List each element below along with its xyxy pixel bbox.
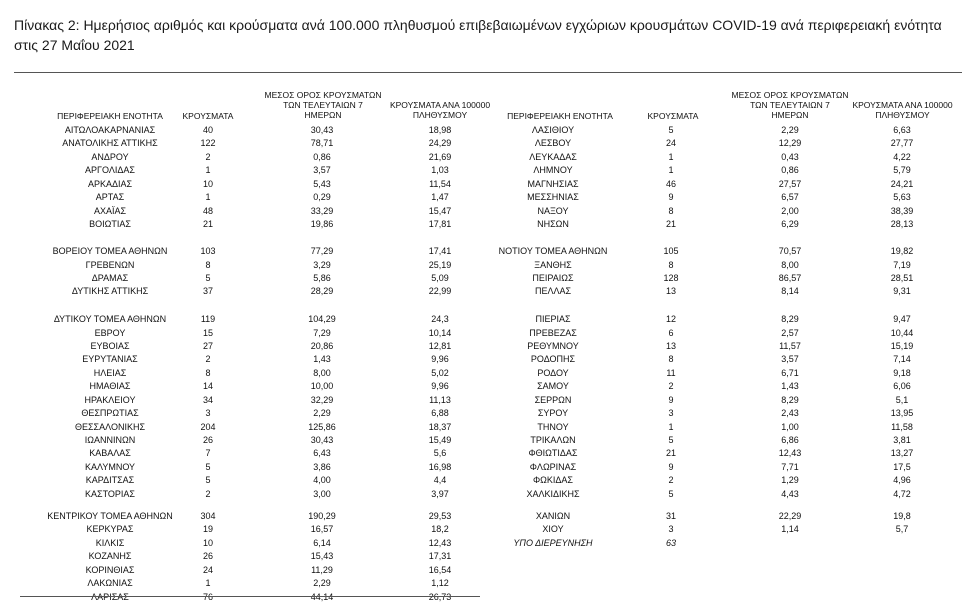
table-row: [0, 191, 976, 204]
header-avg-right: ΜΕΣΟΣ ΟΡΟΣ ΚΡΟΥΣΜΑΤΩΝ ΤΩΝ ΤΕΛΕΥΤΑΙΩΝ 7 ΗΜΕΡΩΝ: [731, 90, 849, 120]
cell-rate: 3,97: [431, 489, 449, 499]
table-row: [0, 272, 976, 285]
cell-avg: 2,29: [313, 578, 331, 588]
cell-avg: 2,43: [781, 408, 799, 418]
cell-cases: 2: [205, 152, 211, 162]
cell-name: ΑΝΑΤΟΛΙΚΗΣ ΑΤΤΙΚΗΣ: [62, 138, 158, 148]
cell-cases: 128: [663, 273, 679, 283]
cell-name: ΕΒΡΟΥ: [94, 328, 126, 338]
table-row: [0, 550, 976, 563]
cell-cases: 24: [665, 138, 676, 148]
cell-avg: 44,14: [310, 592, 334, 602]
cell-rate: 3,81: [893, 435, 911, 445]
cell-cases: 2: [668, 381, 674, 391]
cell-rate: 25,19: [428, 260, 452, 270]
cell-avg: 3,57: [313, 165, 331, 175]
cell-rate: 19,8: [893, 511, 911, 521]
cell-rate: 15,47: [428, 206, 452, 216]
cell-avg: 1,43: [781, 381, 799, 391]
table-row: [0, 474, 976, 487]
table-row: [0, 523, 976, 536]
cell-cases: 24: [202, 565, 213, 575]
cell-cases: 76: [202, 592, 213, 602]
cell-rate: 38,39: [890, 206, 914, 216]
cell-cases: 9: [668, 395, 674, 405]
table-row: [0, 205, 976, 218]
cell-rate: 16,54: [428, 565, 452, 575]
cell-avg: 8,00: [313, 368, 331, 378]
cell-rate: 9,31: [893, 286, 911, 296]
cell-rate: 11,58: [891, 422, 913, 432]
cell-avg: 3,86: [313, 462, 331, 472]
cell-name: ΡΟΔΟΠΗΣ: [530, 354, 576, 364]
table-row: [0, 313, 976, 326]
cell-name: ΚΟΖΑΝΗΣ: [88, 551, 132, 561]
cell-cases: 5: [205, 273, 211, 283]
table-row: [0, 218, 976, 231]
cell-cases: 5: [205, 475, 211, 485]
cell-cases: 26: [202, 551, 213, 561]
cell-cases: 1: [668, 152, 674, 162]
cell-cases: 10: [202, 179, 213, 189]
cell-rate: 21,69: [428, 152, 452, 162]
cell-cases: 8: [668, 260, 674, 270]
cell-cases: 5: [205, 462, 211, 472]
cell-avg: 77,29: [310, 246, 334, 256]
cell-avg: 0,43: [781, 152, 799, 162]
table-row: [0, 245, 976, 258]
cell-rate: 24,29: [428, 138, 452, 148]
cell-cases: 27: [202, 341, 213, 351]
cell-name: ΕΥΡΥΤΑΝΙΑΣ: [82, 354, 138, 364]
cell-rate: 1,47: [431, 192, 449, 202]
cell-name: ΜΑΓΝΗΣΙΑΣ: [527, 179, 579, 189]
cell-rate: 1,12: [431, 578, 449, 588]
cell-avg: 6,43: [313, 448, 331, 458]
cell-avg: 1,43: [313, 354, 331, 364]
cell-rate: 9,18: [893, 368, 911, 378]
cell-rate: 5,79: [893, 165, 911, 175]
table-row: [0, 340, 976, 353]
table-row: [0, 285, 976, 298]
cell-rate: 4,4: [433, 475, 447, 485]
cell-cases: 122: [200, 138, 216, 148]
cell-cases: 31: [665, 511, 676, 521]
cell-avg: 33,29: [310, 206, 334, 216]
cell-cases: 1: [205, 192, 211, 202]
cell-cases: 5: [668, 435, 674, 445]
cell-cases: 37: [202, 286, 213, 296]
cell-rate: 18,2: [431, 524, 449, 534]
cell-avg: 12,43: [778, 448, 802, 458]
cell-rate: 5,09: [431, 273, 449, 283]
cell-cases: 21: [202, 219, 213, 229]
cell-rate: 5,1: [895, 395, 909, 405]
table-row: [0, 421, 976, 434]
cell-name: ΚΑΡΔΙΤΣΑΣ: [85, 475, 135, 485]
cell-name: ΣΕΡΡΩΝ: [534, 395, 572, 405]
cell-name: ΑΡΤΑΣ: [95, 192, 125, 202]
cell-cases: 105: [663, 246, 679, 256]
cell-avg: 30,43: [310, 125, 334, 135]
cell-rate: 16,98: [428, 462, 452, 472]
cell-rate: 11,54: [429, 179, 451, 189]
cell-avg: 70,57: [778, 246, 802, 256]
cell-cases: 40: [202, 125, 213, 135]
cell-name: ΞΑΝΘΗΣ: [534, 260, 572, 270]
cell-name: ΧΙΟΥ: [542, 524, 564, 534]
cell-name: ΔΥΤΙΚΟΥ ΤΟΜΕΑ ΑΘΗΝΩΝ: [53, 314, 167, 324]
cell-cases: 8: [205, 368, 211, 378]
cell-name: ΔΡΑΜΑΣ: [91, 273, 129, 283]
cell-rate: 6,88: [431, 408, 449, 418]
cell-name: ΦΛΩΡΙΝΑΣ: [529, 462, 577, 472]
cell-name: ΝΑΞΟΥ: [537, 206, 569, 216]
cell-avg: 27,57: [778, 179, 802, 189]
cell-rate: 5,7: [895, 524, 909, 534]
cell-name: ΘΕΣΣΑΛΟΝΙΚΗΣ: [74, 422, 146, 432]
table-row: [0, 259, 976, 272]
cell-avg: 0,86: [313, 152, 331, 162]
cell-avg: 1,00: [781, 422, 799, 432]
cell-rate: 1,03: [431, 165, 449, 175]
cell-rate: 13,27: [890, 448, 914, 458]
cell-rate: 4,96: [893, 475, 911, 485]
cell-avg: 104,29: [308, 314, 336, 324]
table-row: [0, 447, 976, 460]
cell-cases: 8: [668, 354, 674, 364]
title-divider: [14, 72, 962, 73]
cell-name: ΕΥΒΟΙΑΣ: [90, 341, 130, 351]
table-row: [0, 137, 976, 150]
cell-avg: 6,86: [781, 435, 799, 445]
cell-cases: 5: [668, 489, 674, 499]
cell-avg: 15,43: [310, 551, 334, 561]
cell-avg: 8,00: [781, 260, 799, 270]
cell-cases: 304: [200, 511, 216, 521]
cell-avg: 11,57: [779, 341, 801, 351]
cell-cases: 1: [668, 422, 674, 432]
cell-rate: 22,99: [428, 286, 452, 296]
cell-rate: 26,73: [428, 592, 452, 602]
cell-name: ΡΟΔΟΥ: [537, 368, 569, 378]
cell-avg: 22,29: [778, 511, 802, 521]
table-row: [0, 591, 976, 604]
table-title: Πίνακας 2: Ημερήσιος αριθμός και κρούσματα ανά 100.000 πληθυσμού επιβεβαιωμένων εγχώριων κρουσμάτων COVID-19 ανά περιφερειακή ενότητα στις 27 Μαΐου 2021: [14, 17, 942, 53]
cell-cases: 46: [665, 179, 676, 189]
table-row: [0, 327, 976, 340]
cell-cases: 1: [668, 165, 674, 175]
cell-cases: 204: [200, 422, 216, 432]
cell-cases: 11: [666, 368, 676, 378]
cell-name: ΓΡΕΒΕΝΩΝ: [85, 260, 135, 270]
cell-name: ΠΕΛΛΑΣ: [534, 286, 572, 296]
cell-avg: 6,14: [313, 538, 331, 548]
cell-name: ΚΙΛΚΙΣ: [95, 538, 125, 548]
cell-rate: 28,13: [890, 219, 914, 229]
cell-name: ΣΥΡΟΥ: [537, 408, 569, 418]
cell-avg: 7,29: [313, 328, 331, 338]
cell-name: ΘΕΣΠΡΩΤΙΑΣ: [81, 408, 139, 418]
table-row: [0, 124, 976, 137]
cell-cases: 19: [202, 524, 213, 534]
cell-avg: 16,57: [310, 524, 334, 534]
cell-rate: 6,06: [893, 381, 911, 391]
cell-rate: 24,3: [431, 314, 449, 324]
cell-cases: 12: [665, 314, 676, 324]
cell-cases: 9: [668, 192, 674, 202]
cell-avg: 6,71: [781, 368, 799, 378]
cell-rate: 27,77: [890, 138, 914, 148]
header-rate-left: ΚΡΟΥΣΜΑΤΑ ΑΝΑ 100000 ΠΛΗΘΥΣΜΟΥ: [389, 100, 491, 120]
cell-name: ΗΛΕΙΑΣ: [93, 368, 127, 378]
header-name-right: ΠΕΡΙΦΕΡΕΙΑΚΗ ΕΝΟΤΗΤΑ: [507, 111, 613, 121]
cell-avg: 3,29: [313, 260, 331, 270]
cell-name: ΝΗΣΩΝ: [537, 219, 569, 229]
cell-avg: 190,29: [308, 511, 336, 521]
cell-rate: 29,53: [428, 511, 452, 521]
cell-name: ΛΗΜΝΟΥ: [533, 165, 573, 175]
cell-cases: 14: [202, 381, 213, 391]
cell-name: ΥΠΟ ΔΙΕΡΕΥΝΗΣΗ: [513, 538, 593, 548]
cell-avg: 5,43: [313, 179, 331, 189]
cell-name: ΠΙΕΡΙΑΣ: [535, 314, 571, 324]
table-row: [0, 537, 976, 550]
cell-rate: 11,13: [429, 395, 451, 405]
table-row: [0, 461, 976, 474]
cell-rate: 9,47: [893, 314, 911, 324]
cell-cases: 8: [205, 260, 211, 270]
cell-avg: 10,00: [310, 381, 334, 391]
header-cases-right: ΚΡΟΥΣΜΑΤΑ: [647, 111, 699, 121]
cell-name: ΛΕΥΚΑΔΑΣ: [529, 152, 577, 162]
cell-name: ΚΟΡΙΝΘΙΑΣ: [85, 565, 135, 575]
cell-rate: 13,95: [890, 408, 914, 418]
cell-name: ΤΗΝΟΥ: [537, 422, 569, 432]
table-row: [0, 510, 976, 523]
cell-avg: 0,86: [781, 165, 799, 175]
cell-avg: 8,29: [781, 314, 799, 324]
cell-cases: 2: [205, 489, 211, 499]
cell-avg: 30,43: [310, 435, 334, 445]
cell-cases: 103: [200, 246, 216, 256]
cell-cases: 63: [665, 538, 676, 548]
cell-name: ΛΑΚΩΝΙΑΣ: [87, 578, 133, 588]
cell-rate: 4,72: [893, 489, 911, 499]
cell-rate: 7,14: [893, 354, 911, 364]
table-row: [0, 164, 976, 177]
cell-rate: 5,63: [893, 192, 911, 202]
header-name-left: ΠΕΡΙΦΕΡΕΙΑΚΗ ΕΝΟΤΗΤΑ: [57, 111, 163, 121]
cell-name: ΚΑΣΤΟΡΙΑΣ: [85, 489, 135, 499]
cell-cases: 1: [205, 578, 211, 588]
table-row: [0, 488, 976, 501]
cell-avg: 4,00: [313, 475, 331, 485]
cell-rate: 17,5: [893, 462, 911, 472]
cell-cases: 119: [200, 314, 216, 324]
cell-cases: 3: [668, 524, 674, 534]
cell-avg: 12,29: [778, 138, 802, 148]
cell-rate: 6,63: [893, 125, 911, 135]
header-cases-left: ΚΡΟΥΣΜΑΤΑ: [182, 111, 234, 121]
cell-name: ΒΟΡΕΙΟΥ ΤΟΜΕΑ ΑΘΗΝΩΝ: [52, 246, 168, 256]
cell-rate: 12,43: [428, 538, 452, 548]
cell-name: ΚΑΒΑΛΑΣ: [89, 448, 131, 458]
cell-avg: 3,57: [781, 354, 799, 364]
cell-name: ΛΕΣΒΟΥ: [534, 138, 572, 148]
header-avg-left: ΜΕΣΟΣ ΟΡΟΣ ΚΡΟΥΣΜΑΤΩΝ ΤΩΝ ΤΕΛΕΥΤΑΙΩΝ 7 ΗΜΕΡΩΝ: [264, 90, 382, 120]
table-row: [0, 151, 976, 164]
table-row: [0, 577, 976, 590]
cell-name: ΤΡΙΚΑΛΩΝ: [530, 435, 576, 445]
cell-name: ΛΑΡΙΣΑΣ: [91, 592, 129, 602]
cell-avg: 1,14: [781, 524, 799, 534]
cell-rate: 17,81: [428, 219, 452, 229]
cell-avg: 28,29: [310, 286, 334, 296]
cell-cases: 7: [205, 448, 211, 458]
cell-cases: 5: [668, 125, 674, 135]
cell-rate: 7,19: [893, 260, 911, 270]
header-rate-right: ΚΡΟΥΣΜΑΤΑ ΑΝΑ 100000 ΠΛΗΘΥΣΜΟΥ: [852, 100, 953, 120]
table-row: [0, 394, 976, 407]
cell-rate: 18,37: [428, 422, 452, 432]
cell-rate: 10,44: [890, 328, 914, 338]
cell-rate: 9,96: [431, 354, 449, 364]
cell-avg: 2,29: [781, 125, 799, 135]
cell-cases: 3: [205, 408, 211, 418]
cell-cases: 34: [202, 395, 213, 405]
cell-avg: 1,29: [781, 475, 799, 485]
table-row: [0, 434, 976, 447]
cell-rate: 28,51: [890, 273, 914, 283]
cell-avg: 2,57: [781, 328, 799, 338]
cell-avg: 2,29: [313, 408, 331, 418]
cell-name: ΝΟΤΙΟΥ ΤΟΜΕΑ ΑΘΗΝΩΝ: [498, 246, 608, 256]
cell-cases: 6: [668, 328, 674, 338]
cell-rate: 17,31: [428, 551, 452, 561]
table-row: [0, 353, 976, 366]
cell-rate: 10,14: [428, 328, 452, 338]
cell-cases: 21: [665, 448, 676, 458]
cell-cases: 9: [668, 462, 674, 472]
cell-cases: 8: [668, 206, 674, 216]
cell-name: ΠΡΕΒΕΖΑΣ: [529, 328, 577, 338]
cell-cases: 13: [665, 286, 676, 296]
cell-name: ΒΟΙΩΤΙΑΣ: [89, 219, 131, 229]
cell-name: ΑΝΔΡΟΥ: [91, 152, 129, 162]
cell-rate: 24,21: [890, 179, 914, 189]
cell-cases: 15: [202, 328, 213, 338]
cell-avg: 86,57: [778, 273, 802, 283]
cell-rate: 12,81: [428, 341, 452, 351]
cell-name: ΧΑΛΚΙΔΙΚΗΣ: [526, 489, 580, 499]
cell-cases: 3: [668, 408, 674, 418]
table-row: [0, 380, 976, 393]
cell-cases: 10: [202, 538, 213, 548]
cell-name: ΑΡΓΟΛΙΔΑΣ: [85, 165, 135, 175]
cell-name: ΡΕΘΥΜΝΟΥ: [527, 341, 579, 351]
cell-cases: 26: [202, 435, 213, 445]
cell-name: ΑΡΚΑΔΙΑΣ: [87, 179, 133, 189]
cell-name: ΚΑΛΥΜΝΟΥ: [84, 462, 136, 472]
cell-cases: 1: [205, 165, 211, 175]
cell-rate: 17,41: [428, 246, 452, 256]
table-row: [0, 407, 976, 420]
cell-name: ΧΑΝΙΩΝ: [535, 511, 571, 521]
cell-avg: 8,29: [781, 395, 799, 405]
cell-rate: 15,19: [890, 341, 914, 351]
cell-cases: 48: [202, 206, 213, 216]
cell-name: ΛΑΣΙΘΙΟΥ: [531, 125, 575, 135]
cell-avg: 5,86: [313, 273, 331, 283]
cell-avg: 3,00: [313, 489, 331, 499]
cell-avg: 6,29: [781, 219, 799, 229]
cell-avg: 8,14: [781, 286, 799, 296]
cell-name: ΔΥΤΙΚΗΣ ΑΤΤΙΚΗΣ: [71, 286, 149, 296]
cell-avg: 6,57: [781, 192, 799, 202]
cell-name: ΠΕΙΡΑΙΩΣ: [532, 273, 574, 283]
table-row: [0, 564, 976, 577]
cell-name: ΜΕΣΣΗΝΙΑΣ: [527, 192, 579, 202]
cell-cases: 2: [205, 354, 211, 364]
cell-name: ΚΕΡΚΥΡΑΣ: [86, 524, 134, 534]
table-row: [0, 367, 976, 380]
cell-avg: 32,29: [310, 395, 334, 405]
cell-avg: 78,71: [310, 138, 334, 148]
cell-rate: 5,02: [431, 368, 449, 378]
cell-avg: 4,43: [781, 489, 799, 499]
cell-rate: 19,82: [890, 246, 914, 256]
cell-avg: 19,86: [310, 219, 334, 229]
cell-avg: 0,29: [313, 192, 331, 202]
cell-avg: 7,71: [781, 462, 799, 472]
cell-avg: 11,29: [311, 565, 333, 575]
cell-rate: 9,96: [431, 381, 449, 391]
cell-avg: 20,86: [310, 341, 334, 351]
cell-name: ΗΜΑΘΙΑΣ: [89, 381, 131, 391]
cell-rate: 5,6: [433, 448, 447, 458]
table-row: [0, 178, 976, 191]
cell-name: ΚΕΝΤΡΙΚΟΥ ΤΟΜΕΑ ΑΘΗΝΩΝ: [47, 511, 173, 521]
cell-cases: 21: [665, 219, 676, 229]
table-bottom-rule: [20, 596, 480, 597]
cell-cases: 2: [668, 475, 674, 485]
cell-name: ΦΩΚΙΔΑΣ: [533, 475, 573, 485]
cell-name: ΦΘΙΩΤΙΔΑΣ: [528, 448, 578, 458]
cell-rate: 15,49: [428, 435, 452, 445]
cell-name: ΑΧΑΪΑΣ: [93, 206, 127, 216]
cell-avg: 2,00: [781, 206, 799, 216]
cell-name: ΗΡΑΚΛΕΙΟΥ: [84, 395, 136, 405]
cell-cases: 13: [665, 341, 676, 351]
cell-rate: 18,98: [428, 125, 452, 135]
cell-name: ΣΑΜΟΥ: [537, 381, 569, 391]
cell-avg: 125,86: [308, 422, 336, 432]
cell-name: ΑΙΤΩΛΟΑΚΑΡΝΑΝΙΑΣ: [64, 125, 156, 135]
cell-rate: 4,22: [893, 152, 911, 162]
cell-name: ΙΩΑΝΝΙΝΩΝ: [84, 435, 136, 445]
